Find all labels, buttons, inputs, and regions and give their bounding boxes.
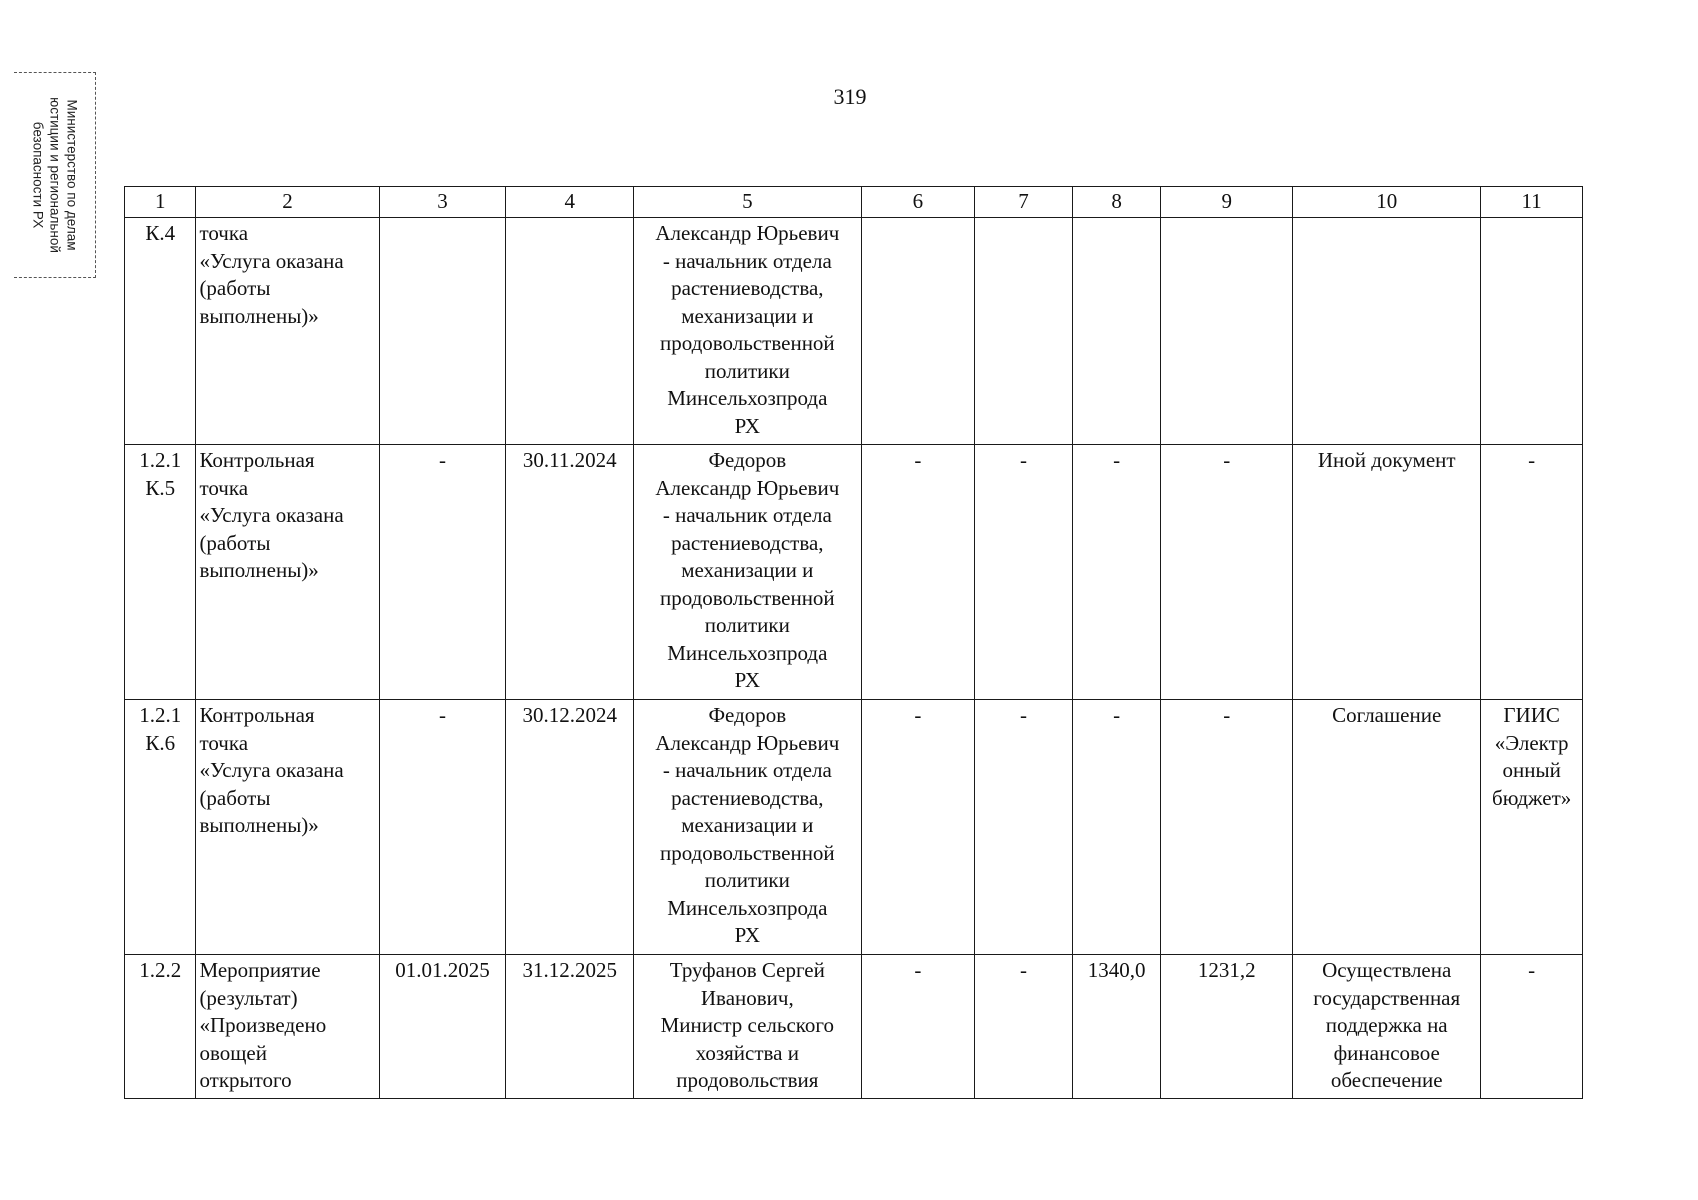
column-header: 1: [125, 187, 196, 218]
cell-start-date: [379, 218, 506, 445]
cell-col9: -: [1161, 445, 1293, 700]
cell-id: 1.2.1 К.5: [125, 445, 196, 700]
plan-table: [124, 186, 1583, 1099]
cell-document: Соглашение: [1293, 700, 1481, 955]
cell-responsible: Федоров Александр Юрьевич - начальник отдела растениеводства, механизации и продовольственной политики Минсельхозпрода РХ: [634, 700, 861, 955]
cell-system: -: [1481, 445, 1583, 700]
column-header: 4: [506, 187, 634, 218]
cell-col6: [861, 218, 975, 445]
cell-end-date: 30.11.2024: [506, 445, 634, 700]
cell-id: 1.2.2: [125, 955, 196, 1099]
column-header: 9: [1161, 187, 1293, 218]
column-header: 2: [196, 187, 379, 218]
cell-end-date: 30.12.2024: [506, 700, 634, 955]
cell-col7: -: [975, 445, 1073, 700]
cell-responsible: Федоров Александр Юрьевич - начальник отдела растениеводства, механизации и продовольственной политики Минсельхозпрода РХ: [634, 445, 861, 700]
cell-name: Контрольная точка «Услуга оказана (работы выполнены)»: [196, 700, 379, 955]
cell-name: точка «Услуга оказана (работы выполнены)»: [196, 218, 379, 445]
cell-id: К.4: [125, 218, 196, 445]
cell-start-date: -: [379, 445, 506, 700]
column-header: 5: [634, 187, 861, 218]
cell-name: Мероприятие (результат) «Произведено овощей открытого: [196, 955, 379, 1099]
cell-system: [1481, 218, 1583, 445]
cell-col8: -: [1072, 700, 1161, 955]
cell-col9: 1231,2: [1161, 955, 1293, 1099]
stamp-line: юстиции и региональной: [47, 97, 62, 253]
cell-col7: [975, 218, 1073, 445]
cell-col6: -: [861, 445, 975, 700]
cell-system: -: [1481, 955, 1583, 1099]
table-row: [125, 700, 1583, 955]
cell-document: Иной документ: [1293, 445, 1481, 700]
cell-responsible: Труфанов Сергей Иванович, Министр сельского хозяйства и продовольствия: [634, 955, 861, 1099]
cell-col7: -: [975, 700, 1073, 955]
table-row: [125, 445, 1583, 700]
column-header: 10: [1293, 187, 1481, 218]
cell-col8: [1072, 218, 1161, 445]
cell-col8: -: [1072, 445, 1161, 700]
cell-end-date: 31.12.2025: [506, 955, 634, 1099]
page-number: 319: [833, 84, 867, 109]
stamp-line: безопасности РХ: [30, 121, 45, 229]
registration-stamp: [14, 72, 96, 278]
cell-col6: -: [861, 955, 975, 1099]
cell-start-date: 01.01.2025: [379, 955, 506, 1099]
cell-end-date: [506, 218, 634, 445]
cell-col9: -: [1161, 700, 1293, 955]
cell-name: Контрольная точка «Услуга оказана (работы выполнены)»: [196, 445, 379, 700]
cell-col9: [1161, 218, 1293, 445]
column-header: 8: [1072, 187, 1161, 218]
cell-col7: -: [975, 955, 1073, 1099]
cell-document: [1293, 218, 1481, 445]
cell-system: ГИИС «Электр онный бюджет»: [1481, 700, 1583, 955]
cell-id: 1.2.1 К.6: [125, 700, 196, 955]
column-header: 3: [379, 187, 506, 218]
column-number-row: [125, 187, 1583, 218]
cell-col6: -: [861, 700, 975, 955]
column-header: 7: [975, 187, 1073, 218]
table-row: [125, 955, 1583, 1099]
cell-document: Осуществлена государственная поддержка на финансовое обеспечение: [1293, 955, 1481, 1099]
table-row: [125, 218, 1583, 445]
stamp-line: Министерство по делам: [64, 99, 79, 251]
column-header: 11: [1481, 187, 1583, 218]
cell-col8: 1340,0: [1072, 955, 1161, 1099]
cell-responsible: Александр Юрьевич - начальник отдела растениеводства, механизации и продовольственной политики Минсельхозпрода РХ: [634, 218, 861, 445]
stamp-text: [29, 75, 80, 275]
cell-start-date: -: [379, 700, 506, 955]
column-header: 6: [861, 187, 975, 218]
